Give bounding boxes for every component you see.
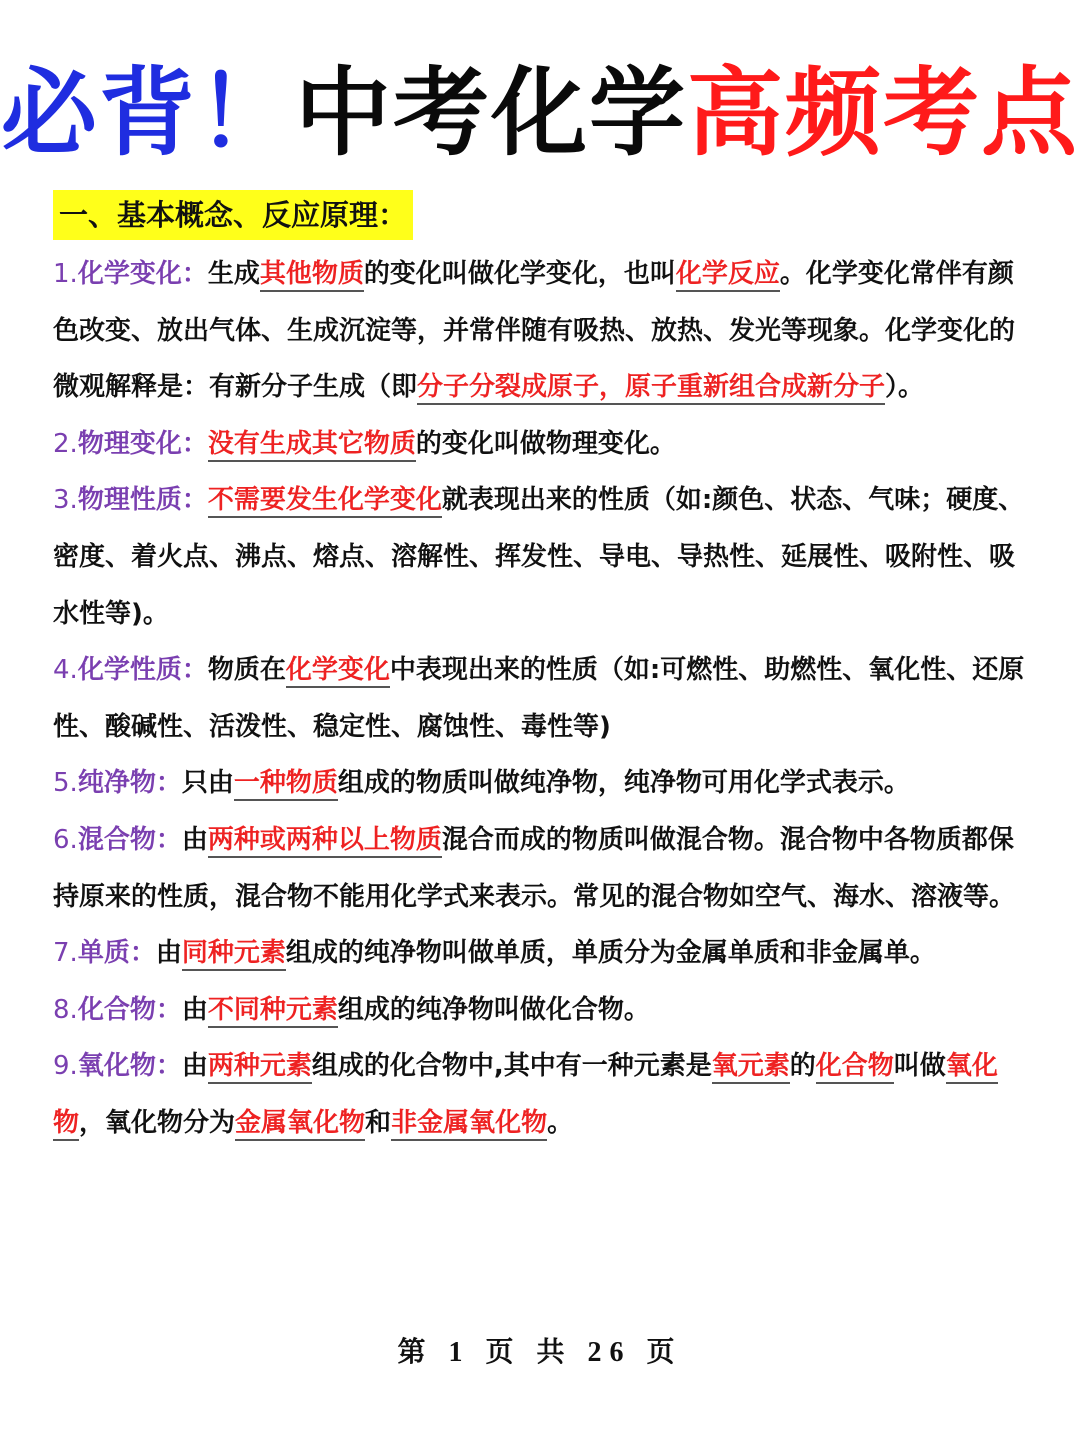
item-text: 的 bbox=[789, 1051, 816, 1082]
item-number: 2. bbox=[53, 428, 78, 459]
key-phrase: 分子分裂成原子，原子重新组合成新分子 bbox=[417, 372, 885, 405]
item-text: 混合而成的物质叫做混合物。混合物中各物质都保持原来的性质，混合物不能用化学式来表示。常见的混合物如空气、海水、溶液等。 bbox=[53, 824, 1016, 912]
footer-suffix: 页 bbox=[646, 1337, 683, 1368]
concept-item bbox=[53, 416, 1033, 473]
item-number: 4. bbox=[53, 655, 78, 686]
item-text: 生成 bbox=[207, 259, 260, 289]
concept-item bbox=[53, 812, 1033, 925]
item-text: ）。 bbox=[885, 372, 925, 403]
item-text: 的变化叫做化学变化，也叫 bbox=[363, 259, 676, 289]
concept-list bbox=[53, 246, 1033, 1152]
footer-prefix: 第 bbox=[397, 1337, 434, 1368]
title-part-subject: 中考化学 bbox=[295, 57, 687, 169]
key-phrase: 氧元素 bbox=[712, 1051, 790, 1084]
item-number: 9. bbox=[53, 1051, 78, 1082]
item-text: 由 bbox=[181, 824, 208, 855]
item-term: 化学性质： bbox=[77, 655, 208, 686]
concept-item bbox=[53, 472, 1033, 642]
title-part-must-memorize: 必背！ bbox=[1, 57, 295, 169]
footer-total-pages: 26 bbox=[587, 1337, 632, 1368]
item-text: 组成的纯净物叫做单质，单质分为金属单质和非金属单。 bbox=[285, 938, 936, 969]
item-text: 组成的化合物中,其中有一种元素是 bbox=[311, 1051, 712, 1082]
item-number: 7. bbox=[53, 938, 78, 969]
item-number: 3. bbox=[53, 485, 78, 516]
item-term: 混合物： bbox=[77, 824, 182, 855]
key-phrase: 其他物质 bbox=[260, 259, 364, 292]
concept-item bbox=[53, 925, 1033, 982]
key-phrase: 同种元素 bbox=[182, 938, 286, 971]
footer-page-number: 1 bbox=[448, 1337, 471, 1368]
item-text: 和 bbox=[365, 1107, 392, 1138]
concept-item bbox=[53, 246, 1033, 416]
key-phrase: 一种物质 bbox=[234, 768, 338, 801]
item-term: 物理性质： bbox=[77, 485, 208, 516]
key-phrase: 两种元素 bbox=[208, 1051, 312, 1084]
item-text: ，氧化物分为 bbox=[79, 1107, 236, 1138]
concept-item bbox=[53, 1038, 1033, 1151]
page-title bbox=[0, 58, 1080, 168]
item-term: 氧化物： bbox=[77, 1051, 182, 1082]
item-text: 叫做 bbox=[893, 1051, 946, 1082]
key-phrase: 不需要发生化学变化 bbox=[208, 485, 442, 518]
page-footer bbox=[0, 1330, 1080, 1370]
key-phrase: 化学反应 bbox=[676, 259, 780, 292]
item-number: 6. bbox=[53, 824, 78, 855]
key-phrase: 不同种元素 bbox=[208, 995, 338, 1028]
title-part-key-points: 高频考点 bbox=[687, 57, 1079, 169]
item-text: 中表现出来的性质（如:可燃性、助燃性、氧化性、还原性、酸碱性、活泼性、稳定性、腐蚀性、毒性等) bbox=[53, 655, 1025, 742]
concept-item bbox=[53, 982, 1033, 1039]
item-term: 化学变化： bbox=[77, 259, 208, 289]
item-text: 组成的物质叫做纯净物，纯净物可用化学式表示。 bbox=[337, 768, 910, 799]
key-phrase: 非金属氧化物 bbox=[391, 1108, 547, 1141]
footer-mid: 页 共 bbox=[485, 1337, 573, 1368]
item-text: 的变化叫做物理变化。 bbox=[415, 428, 676, 459]
item-term: 纯净物： bbox=[77, 768, 182, 799]
section-heading: 一、基本概念、反应原理： bbox=[53, 190, 413, 240]
key-phrase: 氧化物 bbox=[53, 1051, 998, 1141]
item-text: 就表现出来的性质（如:颜色、状态、气味；硬度、密度、着火点、沸点、熔点、溶解性、挥发性、导电、导热性、延展性、吸附性、吸水性等)。 bbox=[53, 485, 1025, 629]
item-text: 。化学变化常伴有颜色改变、放出气体、生成沉淀等，并常伴随有吸热、放热、发光等现象。化学变化的微观解释是：有新分子生成（即 bbox=[53, 259, 1016, 403]
concept-item bbox=[53, 755, 1033, 812]
item-text: 由 bbox=[181, 1051, 208, 1082]
item-term: 单质： bbox=[77, 938, 156, 969]
item-term: 化合物： bbox=[77, 994, 182, 1025]
item-text: 物质在 bbox=[207, 655, 286, 686]
item-text: 。 bbox=[547, 1107, 574, 1138]
key-phrase: 金属氧化物 bbox=[235, 1108, 365, 1141]
item-term: 物理变化： bbox=[77, 428, 208, 459]
item-number: 5. bbox=[53, 768, 78, 799]
item-text: 由 bbox=[155, 938, 182, 969]
key-phrase: 没有生成其它物质 bbox=[208, 429, 416, 462]
key-phrase: 化合物 bbox=[816, 1051, 894, 1084]
item-text: 组成的纯净物叫做化合物。 bbox=[337, 994, 650, 1025]
item-number: 1. bbox=[53, 259, 78, 289]
key-phrase: 两种或两种以上物质 bbox=[208, 825, 442, 858]
item-text: 由 bbox=[181, 994, 208, 1025]
concept-item bbox=[53, 642, 1033, 755]
key-phrase: 化学变化 bbox=[286, 655, 390, 688]
item-number: 8. bbox=[53, 994, 78, 1025]
item-text: 只由 bbox=[181, 768, 234, 799]
